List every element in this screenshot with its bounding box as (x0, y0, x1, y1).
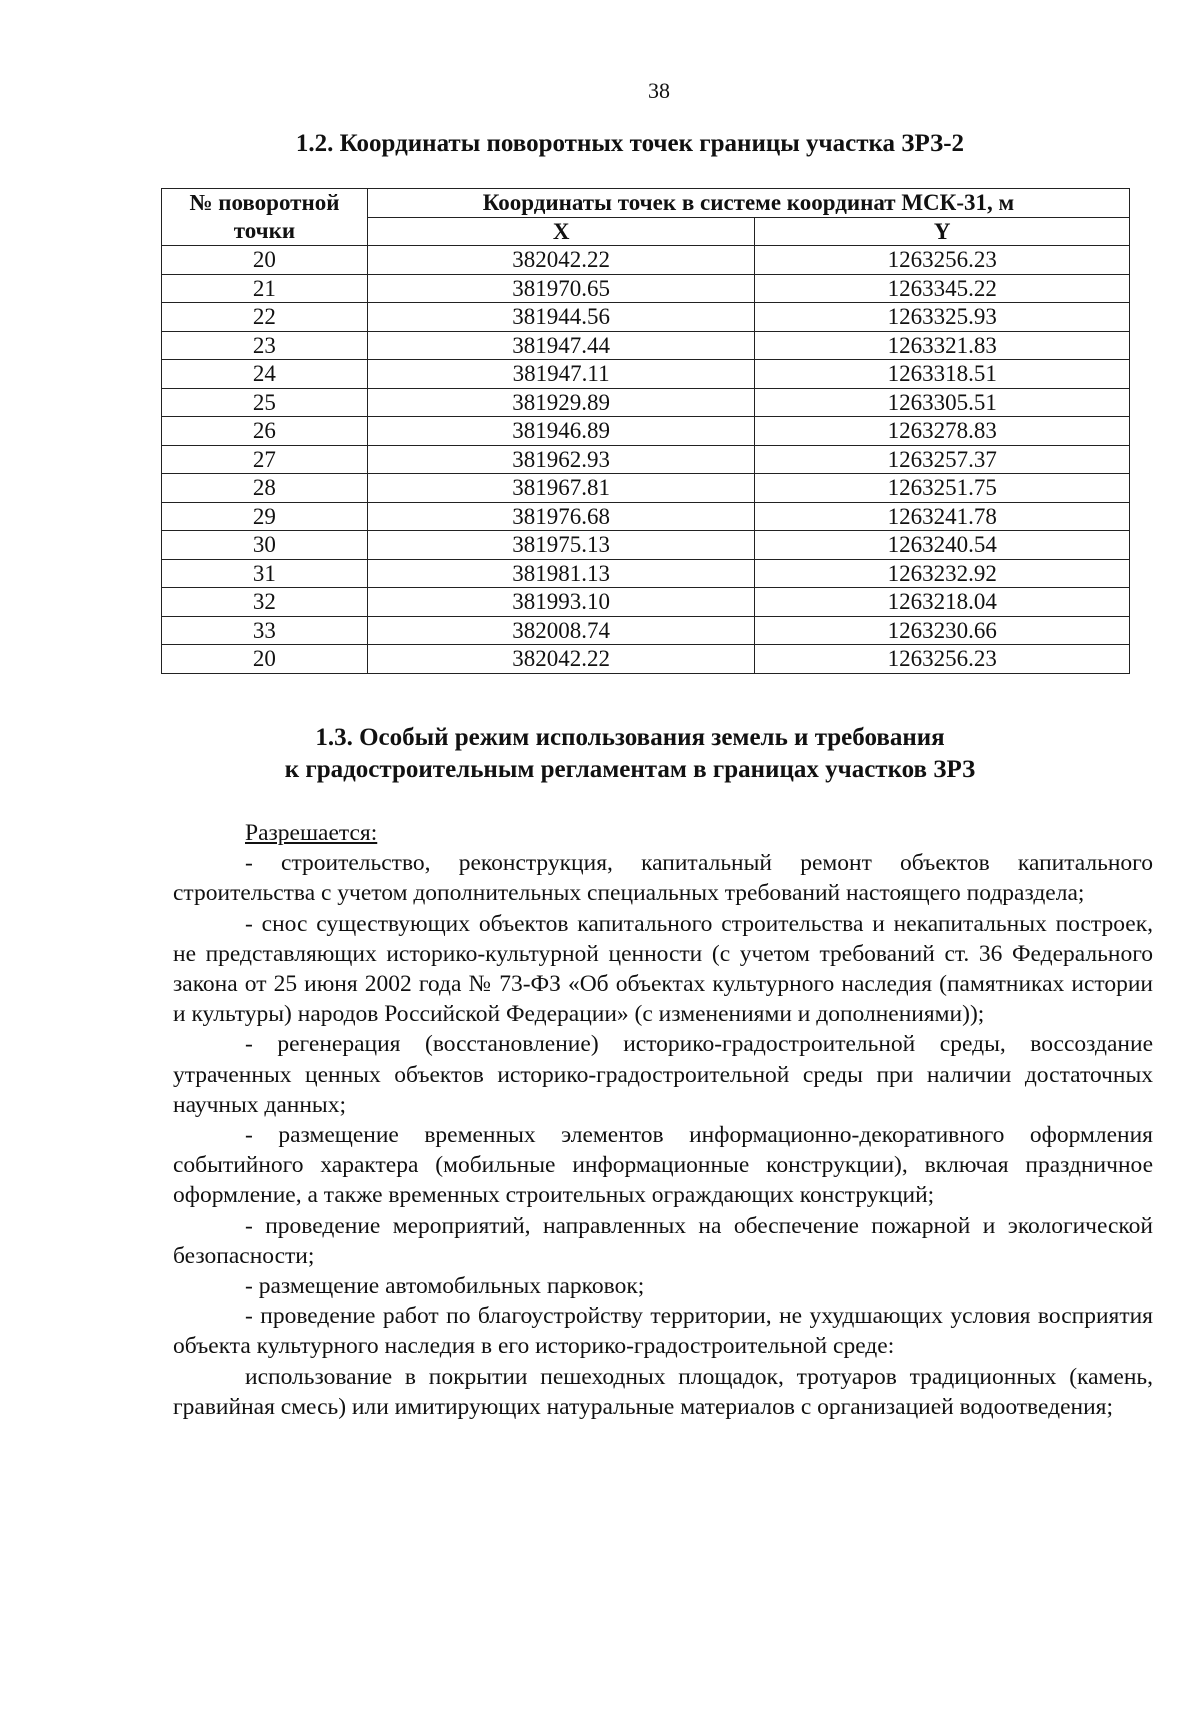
point-number-cell: 27 (162, 445, 368, 474)
header-coordinates: Координаты точек в системе координат МСК-31, м (367, 189, 1129, 218)
y-coordinate-cell: 1263318.51 (755, 360, 1130, 389)
x-coordinate-cell: 381967.81 (367, 474, 755, 503)
point-number-cell: 20 (162, 246, 368, 275)
section-title-special-regime (0, 722, 1200, 786)
allowed-item-paragraph: - регенерация (восстановление) историко-градостроительной среды, воссоздание утраченных ценных объектов историко-градостроительной среды при наличии достаточных научных данных; (173, 1031, 1153, 1118)
table-row (162, 331, 1130, 360)
point-number-cell: 30 (162, 531, 368, 560)
table-row (162, 246, 1130, 275)
x-coordinate-cell: 381962.93 (367, 445, 755, 474)
x-coordinate-cell: 382042.22 (367, 246, 755, 275)
x-coordinate-cell: 381947.44 (367, 331, 755, 360)
point-number-cell: 32 (162, 588, 368, 617)
allowed-label: Разрешается: (245, 820, 378, 846)
table-row (162, 502, 1130, 531)
x-coordinate-cell: 382042.22 (367, 645, 755, 674)
point-number-cell: 31 (162, 559, 368, 588)
allowed-item-paragraph: - размещение временных элементов информационно-декоративного оформления событийного характера (мобильные информационные конструкции), включая праздничное оформление, а также временных строительных ограждающих конструкций; (173, 1122, 1153, 1209)
table-row (162, 474, 1130, 503)
table-row (162, 274, 1130, 303)
x-coordinate-cell: 381975.13 (367, 531, 755, 560)
y-coordinate-cell: 1263278.83 (755, 417, 1130, 446)
header-x: X (367, 217, 755, 246)
y-coordinate-cell: 1263232.92 (755, 559, 1130, 588)
point-number-cell: 26 (162, 417, 368, 446)
allowed-items-list (173, 848, 1153, 1422)
allowed-item-paragraph: - размещение автомобильных парковок; (245, 1273, 645, 1300)
point-number-cell: 33 (162, 616, 368, 645)
y-coordinate-cell: 1263305.51 (755, 388, 1130, 417)
section-title-coordinates: 1.2. Координаты поворотных точек границы участка ЗРЗ-2 (295, 130, 965, 157)
x-coordinate-cell: 381970.65 (367, 274, 755, 303)
header-point-number: № поворотной точки (162, 189, 368, 246)
y-coordinate-cell: 1263257.37 (755, 445, 1130, 474)
y-coordinate-cell: 1263256.23 (755, 246, 1130, 275)
table-row (162, 645, 1130, 674)
x-coordinate-cell: 381981.13 (367, 559, 755, 588)
body-text (173, 818, 1153, 1422)
point-number-cell: 22 (162, 303, 368, 332)
point-number-cell: 25 (162, 388, 368, 417)
y-coordinate-cell: 1263251.75 (755, 474, 1130, 503)
table-row (162, 417, 1130, 446)
section-title-line-1: 1.3. Особый режим использования земель и требования (315, 724, 945, 751)
x-coordinate-cell: 381946.89 (367, 417, 755, 446)
point-number-cell: 29 (162, 502, 368, 531)
coordinates-table-body (162, 246, 1130, 674)
table-row (162, 559, 1130, 588)
x-coordinate-cell: 381976.68 (367, 502, 755, 531)
table-row (162, 531, 1130, 560)
y-coordinate-cell: 1263241.78 (755, 502, 1130, 531)
header-y: Y (755, 217, 1130, 246)
allowed-item-paragraph: - строительство, реконструкция, капитальный ремонт объектов капитального строительства с учетом дополнительных специальных требований настоящего подраздела; (173, 850, 1153, 907)
point-number-cell: 21 (162, 274, 368, 303)
y-coordinate-cell: 1263230.66 (755, 616, 1130, 645)
allowed-item-paragraph: использование в покрытии пешеходных площадок, тротуаров традиционных (камень, гравийная смесь) или имитирующих натуральные материалов с организацией водоотведения; (173, 1363, 1153, 1420)
x-coordinate-cell: 381947.11 (367, 360, 755, 389)
y-coordinate-cell: 1263345.22 (755, 274, 1130, 303)
y-coordinate-cell: 1263321.83 (755, 331, 1130, 360)
point-number-cell: 23 (162, 331, 368, 360)
x-coordinate-cell: 381944.56 (367, 303, 755, 332)
coordinates-table (161, 188, 1130, 674)
section-title-line-2: к градостроительным регламентам в границах участков ЗРЗ (284, 756, 976, 783)
table-row (162, 388, 1130, 417)
x-coordinate-cell: 381929.89 (367, 388, 755, 417)
y-coordinate-cell: 1263218.04 (755, 588, 1130, 617)
table-row (162, 588, 1130, 617)
y-coordinate-cell: 1263256.23 (755, 645, 1130, 674)
allowed-item-paragraph: - снос существующих объектов капитального строительства и некапитальных построек, не представляющих историко-культурной ценности (с учетом требований ст. 36 Федерального закона от 25 июня 2002 года № 73-ФЗ «Об объектах культурного наследия (памятниках истории и культуры) народов Российской Федерации» (с изменениями и дополнениями)); (173, 910, 1153, 1028)
table-row (162, 303, 1130, 332)
point-number-cell: 20 (162, 645, 368, 674)
point-number-cell: 28 (162, 474, 368, 503)
x-coordinate-cell: 382008.74 (367, 616, 755, 645)
y-coordinate-cell: 1263325.93 (755, 303, 1130, 332)
y-coordinate-cell: 1263240.54 (755, 531, 1130, 560)
table-row (162, 445, 1130, 474)
table-row (162, 616, 1130, 645)
page-number: 38 (648, 78, 670, 103)
allowed-item-paragraph: - проведение мероприятий, направленных на обеспечение пожарной и экологической безопасности; (173, 1212, 1153, 1269)
point-number-cell: 24 (162, 360, 368, 389)
allowed-item-paragraph: - проведение работ по благоустройству территории, не ухудшающих условия восприятия объекта культурного наследия в его историко-градостроительной среде: (173, 1303, 1153, 1360)
table-row (162, 360, 1130, 389)
x-coordinate-cell: 381993.10 (367, 588, 755, 617)
